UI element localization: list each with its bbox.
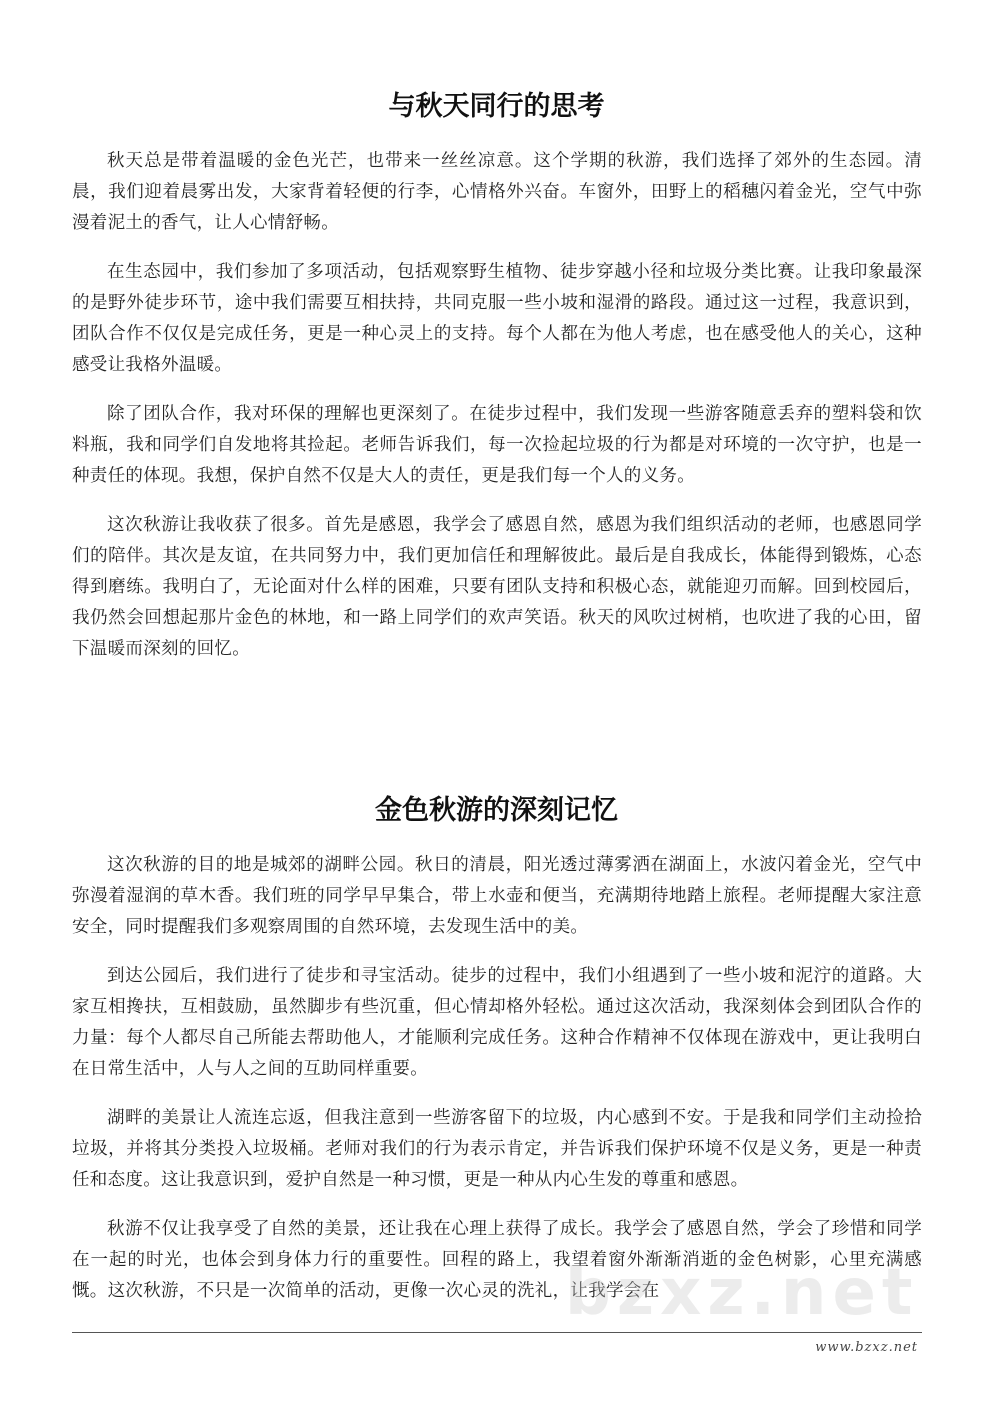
article-2-paragraph-3: 湖畔的美景让人流连忘返，但我注意到一些游客留下的垃圾，内心感到不安。于是我和同学们主动捡拾垃圾，并将其分类投入垃圾桶。老师对我们的行为表示肯定，并告诉我们保护环境不仅是义务，更是一种责任和态度。这让我意识到，爱护自然是一种习惯，更是一种从内心生发的尊重和感恩。 xyxy=(72,1108,922,1190)
article-1-body xyxy=(72,146,922,683)
article-1-paragraph-1: 秋天总是带着温暖的金色光芒，也带来一丝丝凉意。这个学期的秋游，我们选择了郊外的生态园。清晨，我们迎着晨雾出发，大家背着轻便的行李，心情格外兴奋。车窗外，田野上的稻穗闪着金光，空气中弥漫着泥土的香气，让人心情舒畅。 xyxy=(72,151,922,233)
article-2-paragraph-1: 这次秋游的目的地是城郊的湖畔公园。秋日的清晨，阳光透过薄雾洒在湖面上，水波闪着金光，空气中弥漫着湿润的草木香。我们班的同学早早集合，带上水壶和便当，充满期待地踏上旅程。老师提醒大家注意安全，同时提醒我们多观察周围的自然环境，去发现生活中的美。 xyxy=(72,855,922,937)
footer-divider xyxy=(72,1332,922,1333)
article-2-title: 金色秋游的深刻记忆 xyxy=(375,795,618,826)
footer-url[interactable]: www.bzxz.net xyxy=(815,1340,918,1355)
article-1-paragraph-2: 在生态园中，我们参加了多项活动，包括观察野生植物、徒步穿越小径和垃圾分类比赛。让我印象最深的是野外徒步环节，途中我们需要互相扶持，共同克服一些小坡和湿滑的路段。通过这一过程，我意识到，团队合作不仅仅是完成任务，更是一种心灵上的支持。每个人都在为他人考虑，也在感受他人的关心，这种感受让我格外温暖。 xyxy=(72,262,922,375)
article-2-paragraph-2: 到达公园后，我们进行了徒步和寻宝活动。徒步的过程中，我们小组遇到了一些小坡和泥泞的道路。大家互相搀扶，互相鼓励，虽然脚步有些沉重，但心情却格外轻松。通过这次活动，我深刻体会到团队合作的力量：每个人都尽自己所能去帮助他人，才能顺利完成任务。这种合作精神不仅体现在游戏中，更让我明白在日常生活中，人与人之间的互助同样重要。 xyxy=(72,966,922,1079)
article-1-paragraph-4: 这次秋游让我收获了很多。首先是感恩，我学会了感恩自然，感恩为我们组织活动的老师，也感恩同学们的陪伴。其次是友谊，在共同努力中，我们更加信任和理解彼此。最后是自我成长，体能得到锻炼，心态得到磨练。我明白了，无论面对什么样的困难，只要有团队支持和积极心态，就能迎刃而解。回到校园后，我仍然会回想起那片金色的林地，和一路上同学们的欢声笑语。秋天的风吹过树梢，也吹进了我的心田，留下温暖而深刻的回忆。 xyxy=(72,515,922,659)
article-2-body xyxy=(72,850,922,1325)
article-1-paragraph-3: 除了团队合作，我对环保的理解也更深刻了。在徒步过程中，我们发现一些游客随意丢弃的塑料袋和饮料瓶，我和同学们自发地将其捡起。老师告诉我们，每一次捡起垃圾的行为都是对环境的一次守护，也是一种责任的体现。我想，保护自然不仅是大人的责任，更是我们每一个人的义务。 xyxy=(72,404,922,486)
site-watermark: bzxz.net xyxy=(565,1258,919,1328)
article-1-title: 与秋天同行的思考 xyxy=(388,91,605,122)
article-2-paragraph-4: 秋游不仅让我享受了自然的美景，还让我在心理上获得了成长。我学会了感恩自然，学会了珍惜和同学在一起的时光，也体会到身体力行的重要性。回程的路上，我望着窗外渐渐消逝的金色树影，心里充满感慨。这次秋游，不只是一次简单的活动，更像一次心灵的洗礼，让我学会在 xyxy=(72,1219,922,1301)
